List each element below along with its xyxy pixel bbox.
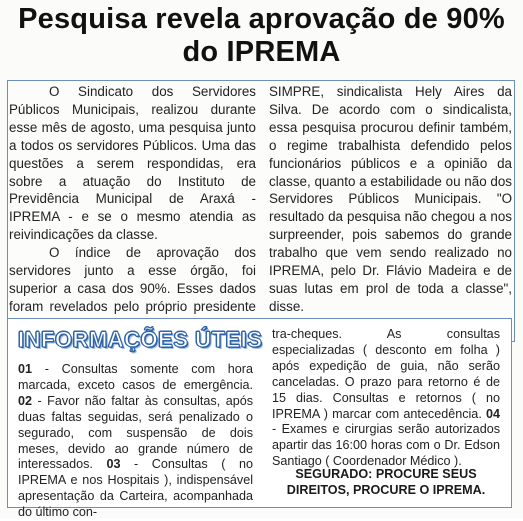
article-paragraph: O Sindicato dos Servidores Públicos Municipais, realizou durante esse mês de agosto, uma pesquisa junto a todos os servidores Públicos. Uma das questões a serem respondidas, era sobre a atuação do Instituto de Previdência Municipal de Araxá - IPREMA - e se o mesmo atendia as reivindicações da classe. [9,84,256,243]
item-text: - Consultas somente com hora marcada, exceto casos de emergência. [18,362,253,392]
item-number: 01 [18,362,33,376]
article-column-left [9,83,256,334]
slogan: SEGURADO: PROCURE SEUS DIREITOS, PROCURE O IPREMA. [286,467,486,497]
item-number: 03 [106,457,121,472]
headline-line-2: do IPREMA [182,36,341,68]
article-paragraph: O índice de aprovação dos servidores junto a esse órgão, foi superior a casa dos 90%. Esses dados foram revelados pelo próprio presidente [9,245,256,314]
item-number: 02 [18,393,33,408]
headline-line-1: Pesquisa revela aprovação de 90% [18,3,505,35]
item-number: 04 [486,406,501,421]
item-text: tra-cheques. As consultas especializadas ( desconto em folha ) após expedição de guia, não serão canceladas. O prazo para retorno é de 15 dias. Consultas e retornos ( no IPREMA ) marcar com antecedência. [272,327,500,421]
article-box [7,80,515,342]
item-text: - Favor não faltar às consultas, após duas faltas seguidas, será penalizado o segurado, com suspensão de dois meses, devido ao grande número de interessados. [18,393,253,472]
item-text: - Consultas ( no IPREMA e nos Hospitais ), indispensável apresentação da Carteira, acompanhada do último con- [18,457,253,520]
item-text: - Exames e cirurgias serão autorizados apartir das 16:00 horas com o Dr. Edson Santiago ( Coordenador Médico ). [272,422,500,469]
article-paragraph: SIMPRE, sindicalista Hely Aires da Silva. De acordo com o sindicalista, essa pesquisa procurou definir também, o regime trabalhista defendido pelos funcionários públicos e a opinião da classe, quanto a estabilidade ou não dos Servidores Públicos Municipais. "O resultado da pesquisa não chegou a nos surpreender, pois sabemos do grande trabalho que vem sendo realizado no IPREMA, pelo Dr. Flávio Madeira e de suas lutas em prol de toda a classe", disse. [269,84,512,314]
article-column-right [269,83,512,316]
info-column-right [272,327,500,470]
info-box [7,318,512,520]
info-box-title: INFORMAÇÕES ÚTEIS [18,327,263,352]
info-column-left [18,362,253,521]
headline [8,3,515,69]
